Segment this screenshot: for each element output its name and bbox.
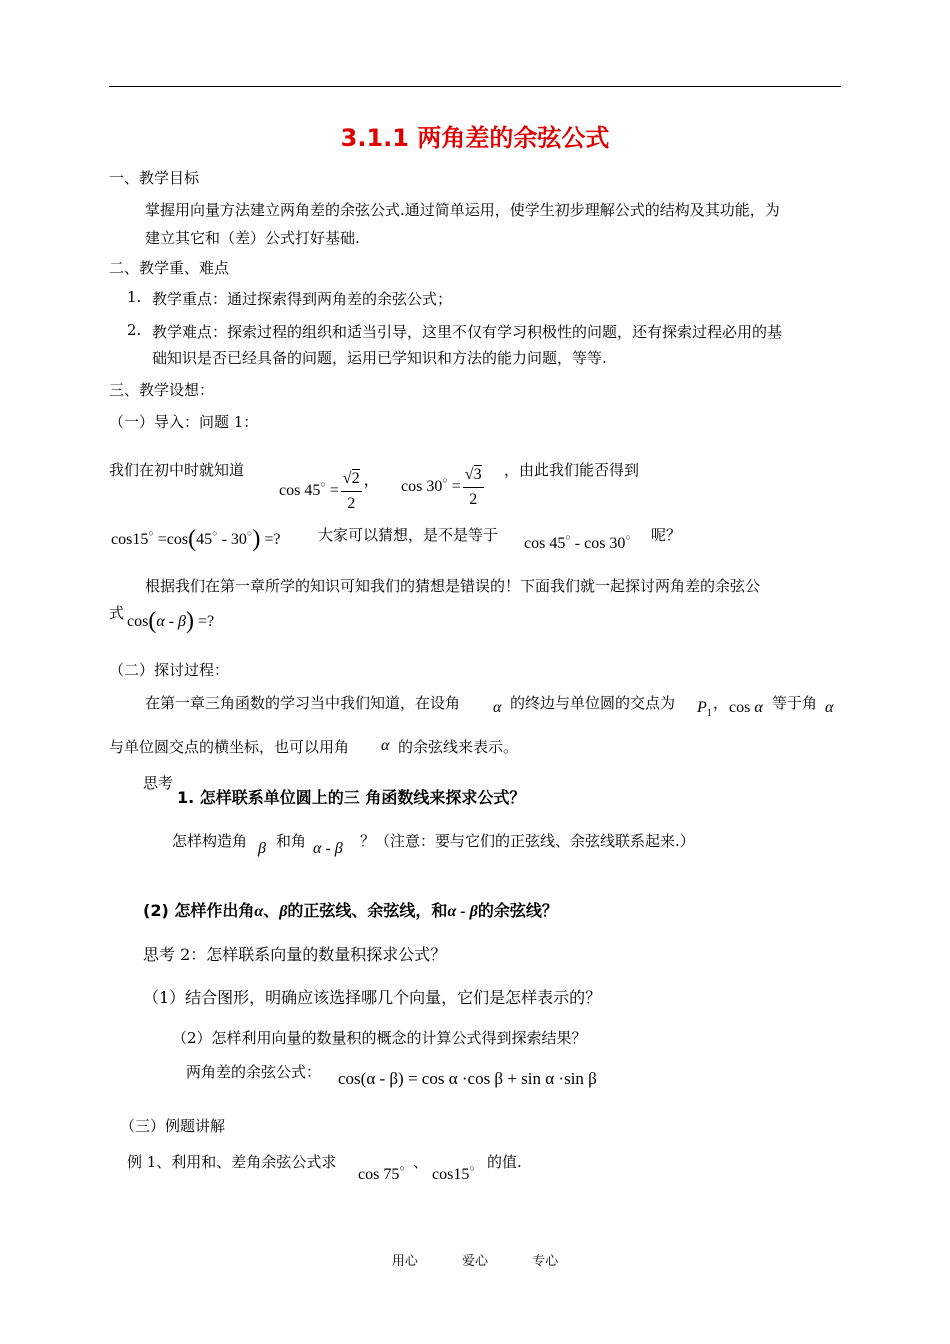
difficulty-item-line2: 础知识是否已经具备的问题，运用已学知识和方法的能力问题，等等. <box>152 349 607 367</box>
alpha-minus-beta: α - β <box>313 840 343 857</box>
point-p1: $P_1$ <box>697 699 712 720</box>
goals-text-line1: 掌握用向量方法建立两角差的余弦公式.通过简单运用，使学生初步理解公式的结构及其功能，为 <box>145 201 780 219</box>
list-number: 2. <box>127 321 142 339</box>
think1-heading: 1. 怎样联系单位圆上的三 角函数线来探求公式？ <box>177 788 526 807</box>
alpha-symbol: α <box>493 699 502 716</box>
think-label: 思考 <box>143 774 174 792</box>
construct-text-b: 和角 <box>276 832 307 850</box>
construct-text-a: 怎样构造角 <box>172 832 248 850</box>
alpha-symbol: α <box>825 699 834 716</box>
question-text: ，由此我们能否得到 <box>504 461 640 479</box>
explore-text-line2a: 与单位圆交点的横坐标，也可以用角 <box>109 738 350 756</box>
cos75-expr: cos 75○ <box>358 1163 405 1183</box>
formula-question: cos(α - β) =? <box>127 608 215 634</box>
formula-cos30: cos 30○ = $\frac{√3}{2}$ <box>401 456 486 512</box>
footer-item: 用心 <box>391 1254 418 1269</box>
page-footer <box>0 1250 950 1269</box>
subsection-intro-heading: （一）导入：问题 1： <box>109 413 259 431</box>
think2-question1: （1）结合图形，明确应该选择哪几个向量，它们是怎样表示的？ <box>143 988 602 1007</box>
cosine-difference-formula: cos(α - β) = cos α ·cos β + sin α ·sin β <box>338 1069 597 1088</box>
subsection-explore-heading: （二）探讨过程： <box>109 661 230 679</box>
alpha-symbol: α <box>381 737 390 754</box>
think2-heading: 思考 2：怎样联系向量的数量积探求公式？ <box>143 945 447 964</box>
key-point-item: 教学重点：通过探索得到两角差的余弦公式； <box>152 290 453 308</box>
construct-text-c: ？（注意：要与它们的正弦线、余弦线联系起来.） <box>360 832 695 850</box>
formula-cos15-guess: cos15○ =cos(45○ - 30○) =? <box>111 526 281 552</box>
paragraph-prefix: 式 <box>109 604 125 622</box>
page-title: 3.1.1 两角差的余弦公式 <box>340 124 610 152</box>
cos-alpha: cos α <box>729 699 763 716</box>
explore-comma: ， <box>713 694 729 712</box>
formula-difference-guess: cos 45○ - cos 30○ <box>524 532 631 552</box>
explore-text-line2b: 的余弦线来表示。 <box>398 738 519 756</box>
paragraph-line1: 根据我们在第一章所学的知识可知我们的猜想是错误的！下面我们就一起探讨两角差的余弦公 <box>145 577 761 595</box>
footer-item: 专心 <box>532 1254 559 1269</box>
goals-text-line2: 建立其它和（差）公式打好基础. <box>145 229 360 247</box>
guess-text: 大家可以猜想，是不是等于 <box>318 526 499 544</box>
guess-end: 呢？ <box>651 526 682 544</box>
section-heading-design: 三、教学设想： <box>109 381 215 399</box>
beta-symbol: β <box>258 840 266 857</box>
example-separator: 、 <box>413 1153 429 1171</box>
difficulty-item-line1: 教学难点：探索过程的组织和适当引导，这里不仅有学习积极性的问题，还有探索过程必用的基 <box>152 323 783 341</box>
cos15-expr: cos15○ <box>432 1163 475 1183</box>
list-number: 1. <box>127 288 142 306</box>
example1-text: 例 1、利用和、差角余弦公式求 <box>127 1153 337 1171</box>
section-heading-key-points: 二、教学重、难点 <box>109 259 230 277</box>
intro-text: 我们在初中时就知道 <box>109 461 245 479</box>
formula-cos45: cos 45○ = $\frac{√2}{2}$ ， <box>279 456 380 516</box>
think1-question2: (2) 怎样作出角α、β的正弦线、余弦线，和α - β的余弦线？ <box>143 901 558 920</box>
explore-text-d: 等于角 <box>772 694 818 712</box>
formula-label: 两角差的余弦公式： <box>186 1063 322 1081</box>
example1-end: 的值. <box>487 1153 522 1171</box>
header-rule <box>109 86 841 87</box>
explore-text-a: 在第一章三角函数的学习当中我们知道，在设角 <box>145 694 461 712</box>
think2-question2: （2）怎样利用向量的数量积的概念的计算公式得到探索结果？ <box>172 1029 587 1047</box>
explore-text-b: 的终边与单位圆的交点为 <box>510 694 676 712</box>
section-heading-goals: 一、教学目标 <box>109 169 200 187</box>
footer-item: 爱心 <box>461 1254 488 1269</box>
subsection-examples-heading: （三）例题讲解 <box>120 1117 226 1135</box>
